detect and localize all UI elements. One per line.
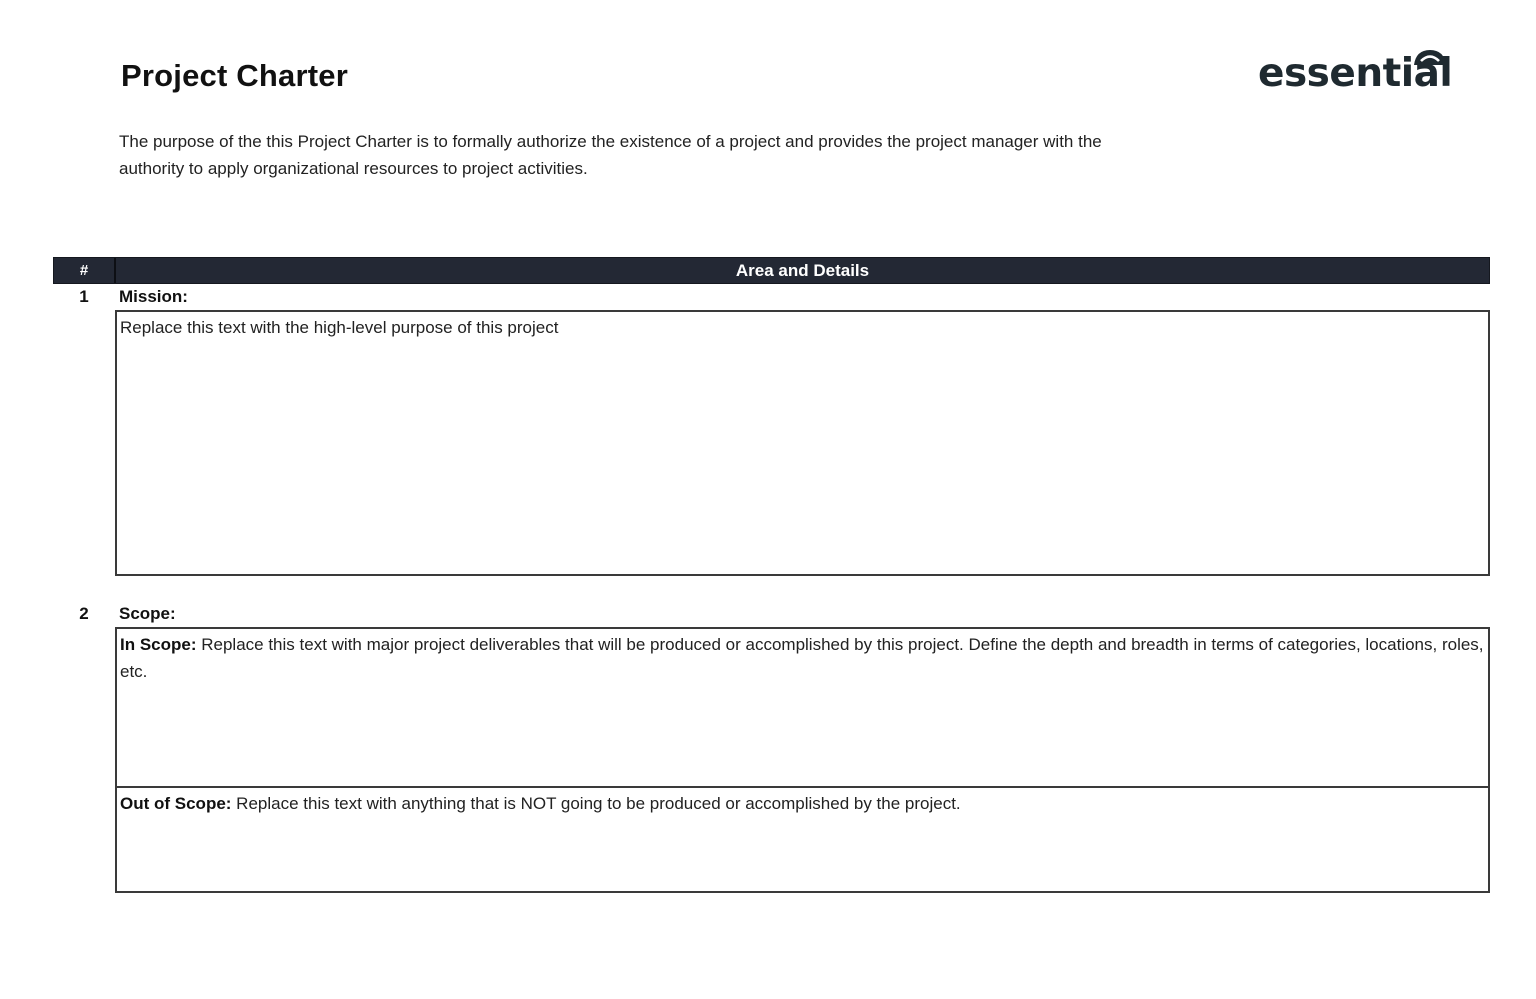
intro-paragraph: The purpose of the this Project Charter is to formally authorize the existence of a project and provides the project manager with the authority to apply organizational resources to project activities. — [119, 132, 1102, 178]
mission-field-text: Replace this text with the high-level purpose of this project — [120, 318, 559, 337]
in-scope-label: In Scope: — [120, 635, 197, 654]
logo-text: essential — [1258, 51, 1453, 96]
page-title: Project Charter — [121, 58, 348, 93]
column-header-number: # — [54, 258, 116, 283]
mission-field[interactable] — [115, 310, 1490, 576]
row-label-mission: Mission: — [119, 287, 188, 306]
in-scope-field[interactable] — [115, 627, 1490, 788]
out-of-scope-label: Out of Scope: — [120, 794, 232, 813]
table-header — [53, 257, 1490, 284]
in-scope-field-text: Replace this text with major project deliverables that will be produced or accomplished by this project. Define the depth and breadth in terms of categories, locations, roles, etc. — [120, 635, 1484, 681]
out-of-scope-field[interactable] — [115, 786, 1490, 893]
row-number-scope: 2 — [79, 604, 89, 623]
row-number-mission: 1 — [79, 287, 89, 306]
essential-logo — [1258, 46, 1458, 98]
column-header-area-details: Area and Details — [735, 260, 870, 280]
row-label-scope: Scope: — [119, 604, 176, 623]
out-of-scope-field-text: Replace this text with anything that is NOT going to be produced or accomplished by the project. — [231, 794, 961, 813]
